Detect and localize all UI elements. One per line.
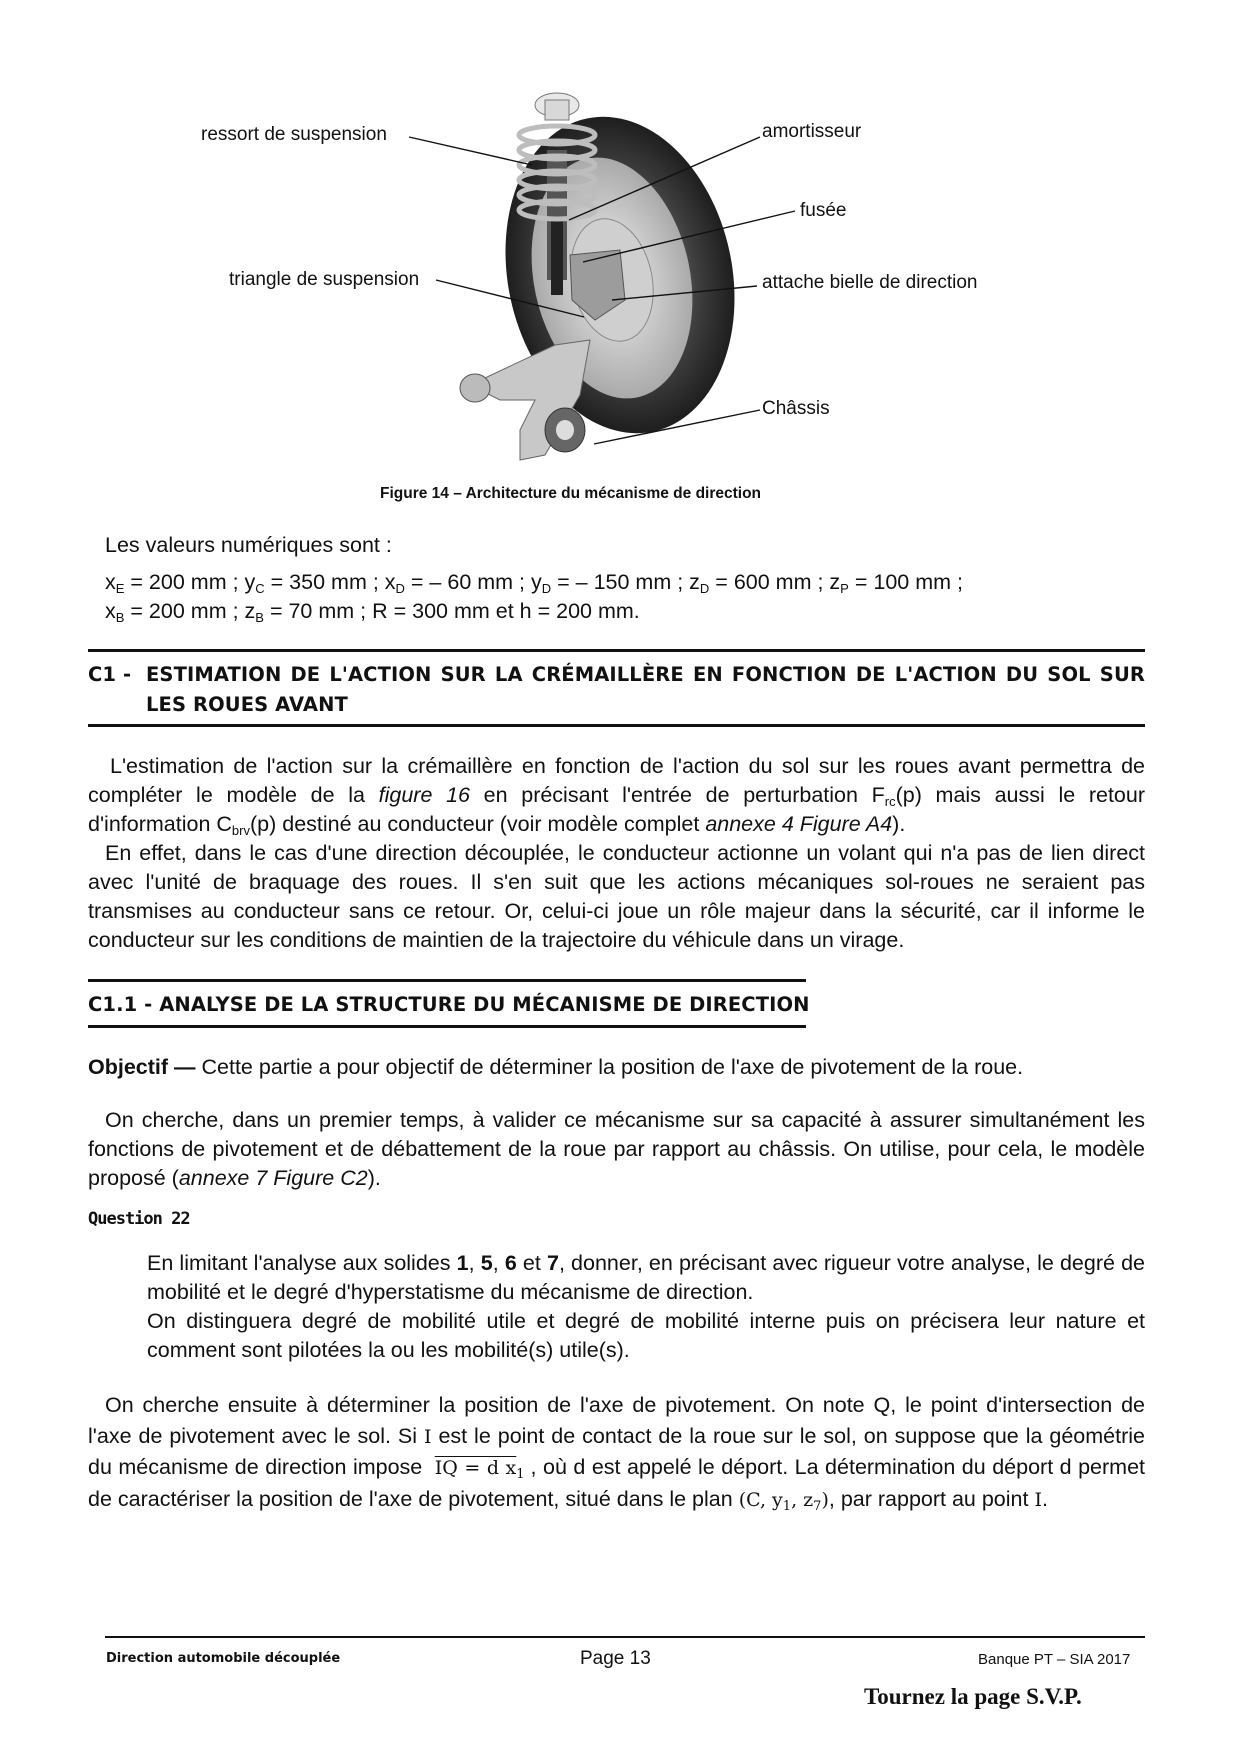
label-triangle: triangle de suspension xyxy=(229,269,420,290)
suspension-illustration xyxy=(0,0,1240,480)
c1-title: ESTIMATION DE L'ACTION SUR LA CRÉMAILLÈRE EN FONCTION DE L'ACTION DU SOL SUR LES ROUES AVANT xyxy=(146,663,1145,716)
label-attache: attache bielle de direction xyxy=(762,272,978,293)
question-label: Question 22 xyxy=(88,1209,190,1229)
spring xyxy=(519,126,595,219)
label-amortisseur: amortisseur xyxy=(762,121,862,142)
c1-rule-top xyxy=(88,649,1145,652)
label-chassis: Châssis xyxy=(762,398,830,419)
values-line-2: $x_B = 200$ mm ; $z_B = 70$ mm ; R = 300 mm et h = 200 mm. xyxy=(105,599,640,625)
c1-paragraph-2: En effet, dans le cas d'une direction découplée, le conducteur actionne un volant qui n'a pas de lien direct avec l'unité de braquage des roues. Il s'en suit que les actions mécaniques sol-roues ne seraient pas transmises au conducteur sans ce retour. Or, celui-ci joue un rôle majeur dans la sécurité, car il informe le conducteur sur les conditions de maintien de la trajectoire du véhicule dans un virage. xyxy=(88,841,1145,952)
c1-paragraph-1: L'estimation de l'action sur la crémaillère en fonction de l'action du sol sur les roues avant permettra de compléter le modèle de la figure 16 en précisant l'entrée de perturbation $F_{rc}(p)$ mais aussi le retour d'information $C_{brv}(p)$ destiné au conducteur (voir modèle complet annexe 4 Figure A4). xyxy=(88,754,1145,838)
final-paragraph: On cherche ensuite à déterminer la position de l'axe de pivotement. On note Q, le point d'intersection de l'axe de pivotement avec le sol. Si I est le point de contact de la roue sur le sol, on suppose que la géométrie du mécanisme de direction impose IQ = d $x_1$ , où d est appelé le déport. La détermination du déport d permet de caractériser la position de l'axe de pivotement, situé dans le plan (C, $y_1$, $z_7$), par rapport au point I. xyxy=(88,1393,1145,1514)
c11-title: C1.1 - ANALYSE DE LA STRUCTURE DU MÉCANISME DE DIRECTION xyxy=(88,993,810,1016)
plane-notation: (C, $y_1$, $z_7$) xyxy=(738,1488,829,1514)
label-fusee: fusée xyxy=(800,200,847,221)
tournez-la-page: Tournez la page S.V.P. xyxy=(864,1684,1082,1709)
c11-rule-bottom xyxy=(88,1025,806,1028)
footer-right: Banque PT – SIA 2017 xyxy=(978,1651,1131,1668)
objectif: Objectif — Cette partie a pour objectif de déterminer la position de l'axe de pivotement de la roue. xyxy=(88,1055,1024,1079)
question-text: En limitant l'analyse aux solides 1, 5, 6 et 7, donner, en précisant avec rigueur votre analyse, le degré de mobilité et le degré d'hyperstatisme du mécanisme de direction. On distinguera degré de mobilité utile et degré de mobilité interne puis on précisera leur nature et comment sont pilotées la ou les mobilité(s) utile(s). xyxy=(147,1251,1145,1362)
values-intro: Les valeurs numériques sont : xyxy=(105,533,392,557)
c11-rule-top xyxy=(88,979,806,982)
footer-left: Direction automobile découplée xyxy=(106,1651,341,1666)
label-ressort: ressort de suspension xyxy=(201,124,387,145)
equation-iq: IQ = d $x_1$ xyxy=(434,1457,525,1482)
figure-caption: Figure 14 – Architecture du mécanisme de direction xyxy=(380,485,762,502)
values-line-1: $x_E = 200$ mm ; $y_C = 350$ mm ; $x_D$ = – 60 mm ; $y_D$ = – 150 mm ; $z_D = 600$ mm ; $z_P = 100$ mm ; xyxy=(105,570,963,596)
c1-rule-bottom xyxy=(88,724,1145,727)
figure-14 xyxy=(0,0,1240,480)
footer-rule xyxy=(105,1636,1145,1638)
footer-page: Page 13 xyxy=(580,1648,651,1669)
c1-number: C1 - xyxy=(88,663,132,686)
c11-paragraph: On cherche, dans un premier temps, à valider ce mécanisme sur sa capacité à assurer simultanément les fonctions de pivotement et de débattement de la roue par rapport au châssis. On utilise, pour cela, le modèle proposé (annexe 7 Figure C2). xyxy=(88,1108,1145,1190)
